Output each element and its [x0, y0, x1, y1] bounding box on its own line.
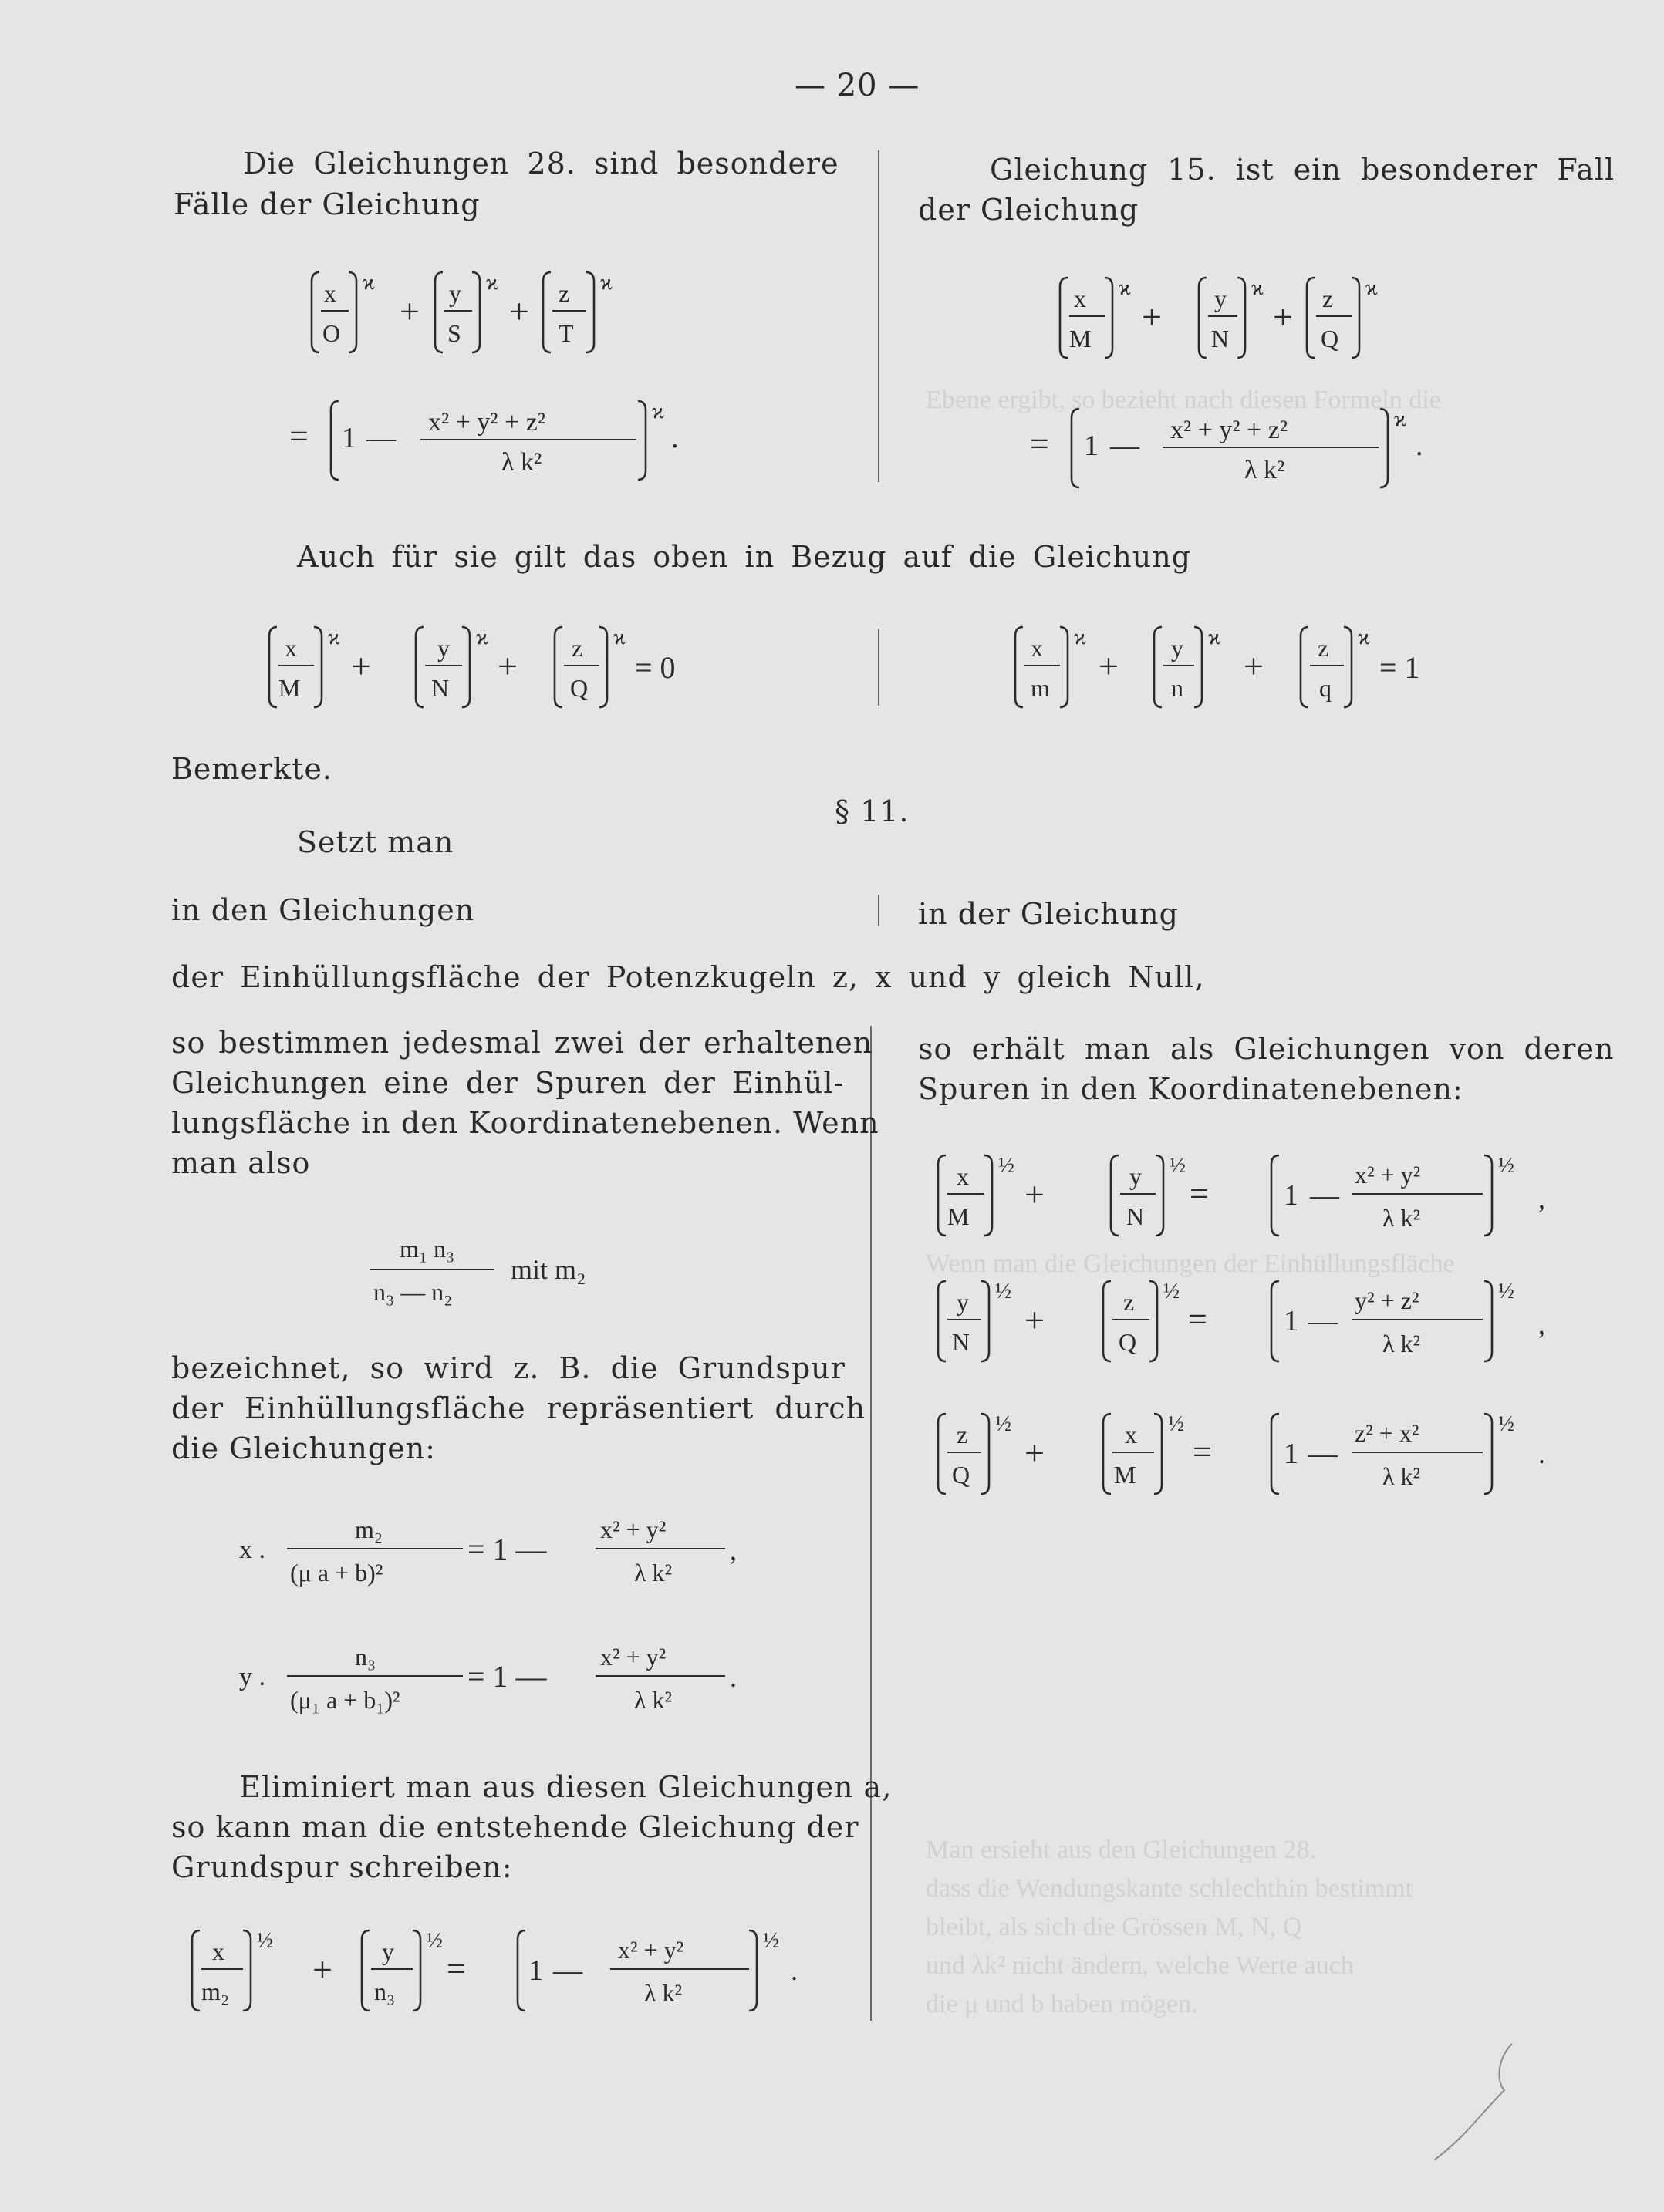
svg-text:M: M — [947, 1202, 970, 1230]
in-den-gleichungen: in den Gleichungen — [171, 893, 475, 927]
auch-line: Auch für sie gilt das oben in Bezug auf die Gleichung — [297, 540, 1192, 574]
svg-text:z: z — [1318, 634, 1329, 662]
intro-right-line1: Gleichung 15. ist ein besonderer Fall — [990, 153, 1615, 187]
exp-2: ϰ — [1251, 276, 1264, 300]
column-rule-short — [878, 895, 879, 926]
plus-2: + — [1273, 297, 1293, 336]
svg-text:Q: Q — [570, 674, 589, 702]
y-lhs: y . — [239, 1663, 265, 1691]
svg-text:Q: Q — [1119, 1328, 1137, 1356]
rhs-exp: ϰ — [652, 400, 664, 423]
bemerkte: Bemerkte. — [171, 752, 332, 786]
plus-2: + — [509, 292, 529, 331]
frac-z-num: z — [559, 279, 570, 307]
x-den2: λ k² — [634, 1559, 673, 1587]
svg-text:½: ½ — [998, 1154, 1014, 1178]
svg-text:—: — — [1310, 1179, 1339, 1212]
exp-1: ϰ — [1119, 276, 1131, 300]
period: . — [1416, 430, 1423, 462]
svg-text:m₂: m₂ — [201, 1978, 230, 2005]
equation-top-right-rhs — [1030, 401, 1462, 497]
intro-right-line2: der Gleichung — [918, 193, 1139, 227]
svg-text:z: z — [957, 1421, 968, 1448]
left-para2-line1: bezeichnet, so wird z. B. die Grundspur — [171, 1351, 846, 1385]
svg-text:x: x — [1125, 1421, 1137, 1448]
svg-text:n: n — [1171, 674, 1183, 702]
exp-1: ϰ — [363, 271, 375, 295]
column-rule-bottom — [870, 1026, 872, 2021]
rhs-den: λ k² — [1244, 456, 1285, 484]
right-para1-line2: Spuren in den Koordinatenebenen: — [918, 1072, 1463, 1106]
intro-left-line2: Fälle der Gleichung — [174, 187, 481, 221]
svg-text:1: 1 — [528, 1954, 543, 1987]
page-number: — 20 — — [795, 68, 920, 103]
svg-text:+: + — [1024, 1175, 1045, 1214]
svg-text:1: 1 — [1284, 1438, 1298, 1470]
svg-text:.: . — [1538, 1438, 1545, 1469]
left-para2-line3: die Gleichungen: — [171, 1431, 436, 1465]
svg-text:=: = — [447, 1950, 466, 1988]
svg-text:1: 1 — [1284, 1305, 1298, 1337]
svg-text:½: ½ — [1170, 1154, 1186, 1178]
equals-sign: = — [1030, 425, 1049, 463]
equation-trace-yz — [935, 1275, 1583, 1371]
left-para3-line2: so kann man die entstehende Gleichung der — [171, 1810, 859, 1844]
frac-z-den: T — [559, 319, 574, 347]
svg-text:,: , — [1538, 1183, 1545, 1214]
exp-3: ϰ — [600, 271, 613, 295]
equation-top-left-rhs — [289, 393, 721, 490]
einhuellung-line: der Einhüllungsfläche der Potenzkugeln z, x und y gleich Null, — [171, 960, 1205, 994]
svg-text:+: + — [1024, 1300, 1045, 1340]
y-den2: λ k² — [634, 1686, 673, 1714]
svg-text:½: ½ — [763, 1929, 779, 1953]
svg-text:=: = — [1190, 1175, 1209, 1212]
frac-y-num: y — [449, 279, 461, 307]
svg-text:z² + x²: z² + x² — [1355, 1419, 1419, 1447]
svg-text:z: z — [1123, 1288, 1135, 1316]
svg-text:N: N — [1126, 1202, 1145, 1230]
svg-text:=: = — [1193, 1433, 1212, 1471]
svg-text:+: + — [1099, 646, 1119, 686]
frac-y-den: S — [447, 319, 461, 347]
frac-x-den: M — [1069, 325, 1092, 352]
svg-text:ϰ: ϰ — [613, 625, 626, 649]
left-para1-line1: so bestimmen jedesmal zwei der erhaltenen — [171, 1026, 873, 1060]
svg-text:x: x — [285, 634, 297, 662]
left-para1-line3: lungsfläche in den Koordinatenebenen. Wenn — [171, 1106, 879, 1140]
frac-y-num: y — [1214, 285, 1227, 312]
equation-trace-xy — [935, 1149, 1583, 1246]
svg-text:N: N — [952, 1328, 970, 1356]
frac-x-den: O — [322, 319, 341, 347]
x-rhs: = 1 — — [467, 1532, 547, 1566]
svg-text:+: + — [1024, 1433, 1045, 1472]
equation-trace-zx — [935, 1408, 1583, 1504]
svg-text:½: ½ — [1498, 1154, 1514, 1178]
plus-1: + — [1142, 297, 1162, 336]
svg-text:½: ½ — [1498, 1280, 1514, 1303]
svg-text:ϰ: ϰ — [1358, 625, 1370, 649]
column-rule-top — [878, 150, 879, 482]
y-end: . — [730, 1662, 737, 1693]
rhs-zero: = 0 — [635, 650, 676, 685]
svg-text:n₃: n₃ — [374, 1978, 396, 2005]
intro-left-line1: Die Gleichungen 28. sind besondere — [243, 147, 839, 180]
svg-text:.: . — [791, 1955, 798, 1986]
one: 1 — [342, 422, 356, 454]
svg-text:—: — — [1308, 1438, 1338, 1470]
minus: — — [366, 422, 396, 454]
svg-text:1: 1 — [1284, 1179, 1298, 1212]
svg-text:+: + — [351, 646, 371, 686]
svg-text:+: + — [1244, 646, 1264, 686]
svg-text:y: y — [957, 1288, 969, 1316]
period: . — [671, 422, 679, 454]
left-para2-line2: der Einhüllungsfläche repräsentiert durch — [171, 1391, 866, 1425]
pencil-mark-icon — [1419, 2036, 1527, 2167]
svg-text:M: M — [1114, 1461, 1136, 1489]
exp-3: ϰ — [1365, 276, 1378, 300]
svg-text:,: , — [1538, 1309, 1545, 1340]
svg-text:x: x — [1031, 634, 1043, 662]
rhs-one: = 1 — [1379, 650, 1420, 685]
svg-text:½: ½ — [995, 1280, 1011, 1303]
frac-x-num: x — [324, 279, 336, 307]
mn-fraction — [363, 1226, 656, 1315]
setzt-man: Setzt man — [297, 825, 454, 859]
svg-text:½: ½ — [257, 1929, 273, 1953]
svg-text:y: y — [1129, 1162, 1142, 1190]
svg-text:+: + — [312, 1950, 332, 1989]
svg-text:Q: Q — [952, 1461, 970, 1489]
y-rhs: = 1 — — [467, 1659, 547, 1694]
x-lhs: x . — [239, 1536, 265, 1564]
column-rule-mid — [878, 629, 879, 706]
svg-text:ϰ: ϰ — [1074, 625, 1086, 649]
svg-text:λ k²: λ k² — [644, 1979, 683, 2007]
section-heading: § 11. — [835, 794, 910, 828]
minus: — — [1110, 430, 1139, 462]
svg-text:λ k²: λ k² — [1382, 1204, 1421, 1232]
frac-z-den: Q — [1321, 325, 1339, 352]
svg-text:y² + z²: y² + z² — [1355, 1286, 1419, 1314]
svg-text:½: ½ — [1168, 1412, 1184, 1436]
svg-text:ϰ: ϰ — [1208, 625, 1220, 649]
in-der-gleichung: in der Gleichung — [918, 897, 1179, 931]
svg-text:+: + — [498, 646, 518, 686]
equation-x — [239, 1504, 764, 1600]
exp-2: ϰ — [486, 271, 498, 295]
svg-text:—: — — [553, 1954, 582, 1987]
svg-text:λ k²: λ k² — [1382, 1330, 1421, 1357]
equation-top-left-lhs — [309, 266, 710, 362]
svg-text:q: q — [1319, 674, 1332, 702]
svg-text:x² + y²: x² + y² — [618, 1936, 684, 1964]
equation-mid-right — [1012, 621, 1506, 717]
equals-sign: = — [289, 417, 309, 455]
plus-1: + — [400, 292, 420, 331]
rhs-exp: ϰ — [1394, 407, 1406, 431]
rhs-num: x² + y² + z² — [428, 408, 546, 437]
frac-y-den: N — [1211, 325, 1230, 352]
svg-text:x: x — [212, 1937, 224, 1965]
y-den: (μ₁ a + b₁)² — [290, 1686, 400, 1714]
svg-text:ϰ: ϰ — [476, 625, 488, 649]
y-num2: x² + y² — [600, 1643, 667, 1671]
svg-text:M: M — [278, 674, 301, 702]
svg-text:½: ½ — [427, 1929, 443, 1953]
x-num: m₂ — [355, 1516, 383, 1543]
left-para1-line2: Gleichungen eine der Spuren der Einhül- — [171, 1066, 845, 1100]
svg-text:m: m — [1031, 674, 1050, 702]
x-end: , — [730, 1535, 737, 1566]
equation-grundspur — [189, 1924, 837, 2021]
mn-den: n₃ — n₂ — [373, 1278, 453, 1306]
svg-text:y: y — [1171, 634, 1183, 662]
left-para3-line3: Grundspur schreiben: — [171, 1850, 513, 1884]
rhs-den: λ k² — [501, 448, 542, 477]
equation-y — [239, 1631, 764, 1728]
svg-text:y: y — [382, 1937, 394, 1965]
frac-x-num: x — [1074, 285, 1086, 312]
svg-text:λ k²: λ k² — [1382, 1462, 1421, 1490]
left-para1-line4: man also — [171, 1146, 311, 1180]
svg-text:½: ½ — [1163, 1280, 1180, 1303]
svg-text:ϰ: ϰ — [328, 625, 340, 649]
x-num2: x² + y² — [600, 1516, 667, 1543]
svg-text:N: N — [431, 674, 450, 702]
equation-mid-left — [266, 621, 760, 717]
mit-m2: mit m₂ — [511, 1254, 586, 1285]
one: 1 — [1084, 430, 1099, 462]
svg-text:½: ½ — [995, 1412, 1011, 1436]
frac-z-num: z — [1322, 285, 1334, 312]
svg-text:—: — — [1308, 1305, 1338, 1337]
y-num: n₃ — [355, 1643, 376, 1671]
svg-text:y: y — [437, 634, 450, 662]
equation-top-right-lhs — [1057, 271, 1458, 368]
rhs-num: x² + y² + z² — [1170, 416, 1288, 444]
svg-text:z: z — [572, 634, 583, 662]
svg-text:=: = — [1188, 1300, 1207, 1338]
right-para1-line1: so erhält man als Gleichungen von deren — [918, 1032, 1615, 1066]
svg-text:x: x — [957, 1162, 969, 1190]
left-para3-line1: Eliminiert man aus diesen Gleichungen a, — [239, 1770, 893, 1804]
mn-num: m₁ n₃ — [400, 1235, 455, 1263]
svg-text:½: ½ — [1498, 1412, 1514, 1436]
svg-text:x² + y²: x² + y² — [1355, 1161, 1421, 1189]
x-den: (μ a + b)² — [290, 1559, 383, 1587]
